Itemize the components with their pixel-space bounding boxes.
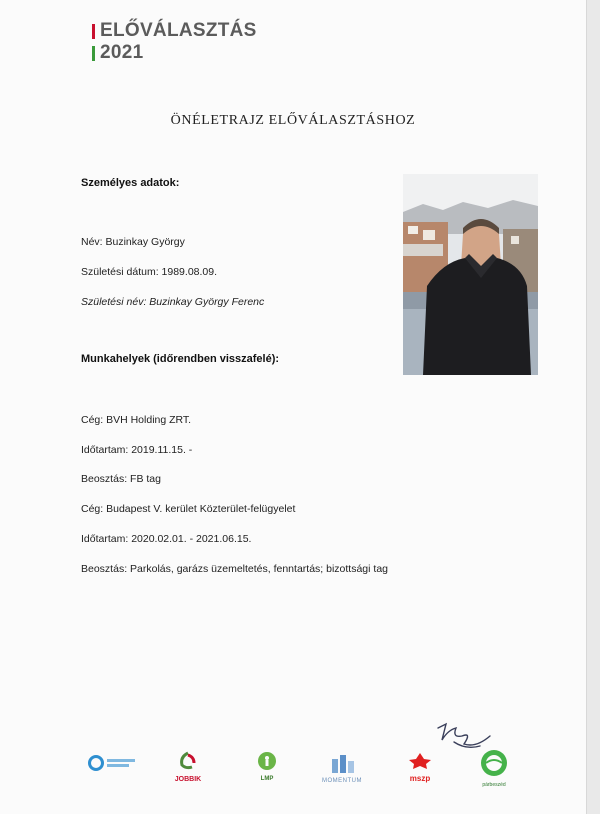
lmp-logo <box>255 751 279 782</box>
mszp-logo <box>403 751 437 783</box>
momentum-logo-icon <box>322 753 362 773</box>
green-bar-icon <box>92 46 95 61</box>
red-bar-icon <box>92 24 95 39</box>
jobbik-label: JOBBIK <box>174 776 202 783</box>
dk-logo <box>86 753 138 778</box>
lmp-logo-icon <box>255 751 279 771</box>
dk-logo-icon <box>86 753 138 773</box>
parbeszed-label: párbeszéd <box>482 782 506 788</box>
mszp-logo-icon <box>403 751 437 769</box>
job-period: Időtartam: 2020.02.01. - 2021.06.15. <box>81 533 252 545</box>
jobbik-logo-icon <box>174 751 202 771</box>
job-position: Beosztás: FB tag <box>81 473 161 485</box>
job-period: Időtartam: 2019.11.15. - <box>81 444 193 456</box>
header-year: 2021 <box>100 42 144 63</box>
job-position: Beosztás: Parkolás, garázs üzemeltetés, fenntartás; bizottsági tag <box>81 563 388 575</box>
parbeszed-logo <box>480 749 508 788</box>
header-line-2 <box>92 42 257 64</box>
party-logos <box>0 745 586 795</box>
workplaces-heading: Munkahelyek (időrendben visszafelé): <box>81 353 280 365</box>
header-line-1 <box>92 20 257 42</box>
birth-name-field: Születési név: Buzinkay György Ferenc <box>81 296 265 308</box>
job-company: Cég: Budapest V. kerület Közterület-felügyelet <box>81 503 296 515</box>
name-field: Név: Buzinkay György <box>81 236 185 248</box>
parbeszed-logo-icon <box>480 749 508 777</box>
document-title: ÖNÉLETRAJZ ELŐVÁLASZTÁSHOZ <box>170 113 416 128</box>
jobbik-logo <box>174 751 202 783</box>
personal-data-heading: Személyes adatok: <box>81 177 180 189</box>
job-company: Cég: BVH Holding ZRT. <box>81 414 192 426</box>
portrait-photo <box>403 174 538 375</box>
lmp-label: LMP <box>260 776 274 782</box>
birth-date-field: Születési dátum: 1989.08.09. <box>81 266 218 278</box>
election-header <box>92 20 257 64</box>
momentum-label: MOMENTUM <box>322 778 362 784</box>
portrait-photo-icon <box>403 174 538 375</box>
header-title: ELŐVÁLASZTÁS <box>100 20 257 41</box>
momentum-logo <box>322 753 362 784</box>
mszp-label: mszp <box>409 774 431 783</box>
